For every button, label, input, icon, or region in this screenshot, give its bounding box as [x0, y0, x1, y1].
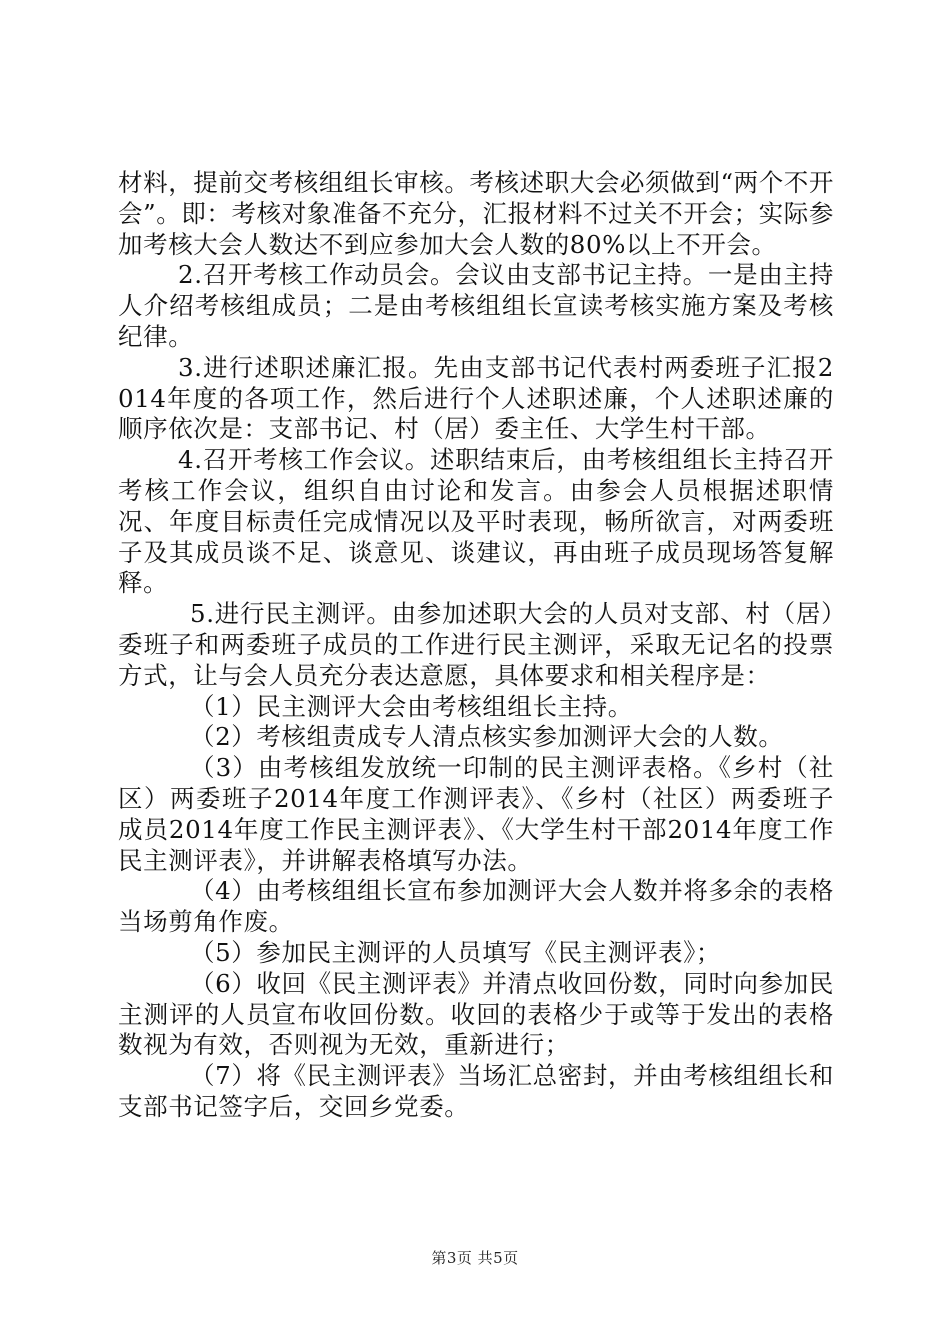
- paragraph: 5.进行民主测评。由参加述职大会的人员对支部、村（居）委班子和两委班子成员的工作进行民主测评，采取无记名的投票方式，让与会人员充分表达意愿，具体要求和相关程序是：: [118, 599, 834, 690]
- paragraph: 4.召开考核工作会议。述职结束后，由考核组组长主持召开考核工作会议，组织自由讨论和发言。由参会人员根据述职情况、年度目标责任完成情况以及平时表现，畅所欲言，对两委班子及其成员谈不足、谈意见、谈建议，再由班子成员现场答复解释。: [118, 445, 834, 598]
- list-item: （1）民主测评大会由考核组组长主持。: [190, 691, 633, 721]
- list-item: （4）由考核组组长宣布参加测评大会人数并将多余的表格当场剪角作废。: [118, 876, 834, 937]
- paragraph: 2.召开考核工作动员会。会议由支部书记主持。一是由主持人介绍考核组成员；二是由考核组组长宣读考核实施方案及考核纪律。: [118, 260, 834, 351]
- list-item: （5）参加民主测评的人员填写《民主测评表》；: [190, 937, 722, 967]
- paragraph: 3.进行述职述廉汇报。先由支部书记代表村两委班子汇报2014年度的各项工作，然后进行个人述职述廉，个人述职述廉的顺序依次是：支部书记、村（居）委主任、大学生村干部。: [118, 352, 834, 444]
- list-item: （3）由考核组发放统一印制的民主测评表格。《乡村（社区）两委班子2014年度工作测评表》、《乡村（社区）两委班子成员2014年度工作民主测评表》、《大学生村干部2014年度工作民主测评表》，并讲解表格填写办法。: [118, 753, 834, 875]
- list-item: （2）考核组责成专人清点核实参加测评大会的人数。: [190, 722, 784, 752]
- list-item: （7）将《民主测评表》当场汇总密封，并由考核组组长和支部书记签字后，交回乡党委。: [118, 1061, 834, 1121]
- page-number-footer: 第3页 共5页: [431, 1249, 519, 1267]
- list-item: （6）收回《民主测评表》并清点收回份数，同时向参加民主测评的人员宣布收回份数。收回的表格少于或等于发出的表格数视为有效，否则视为无效，重新进行；: [118, 968, 834, 1060]
- document-body: [118, 168, 834, 1123]
- paragraph: 材料，提前交考核组组长审核。考核述职大会必须做到“两个不开会”。即：考核对象准备不充分，汇报材料不过关不开会；实际参加考核大会人数达不到应参加大会人数的80%以上不开会。: [118, 168, 834, 259]
